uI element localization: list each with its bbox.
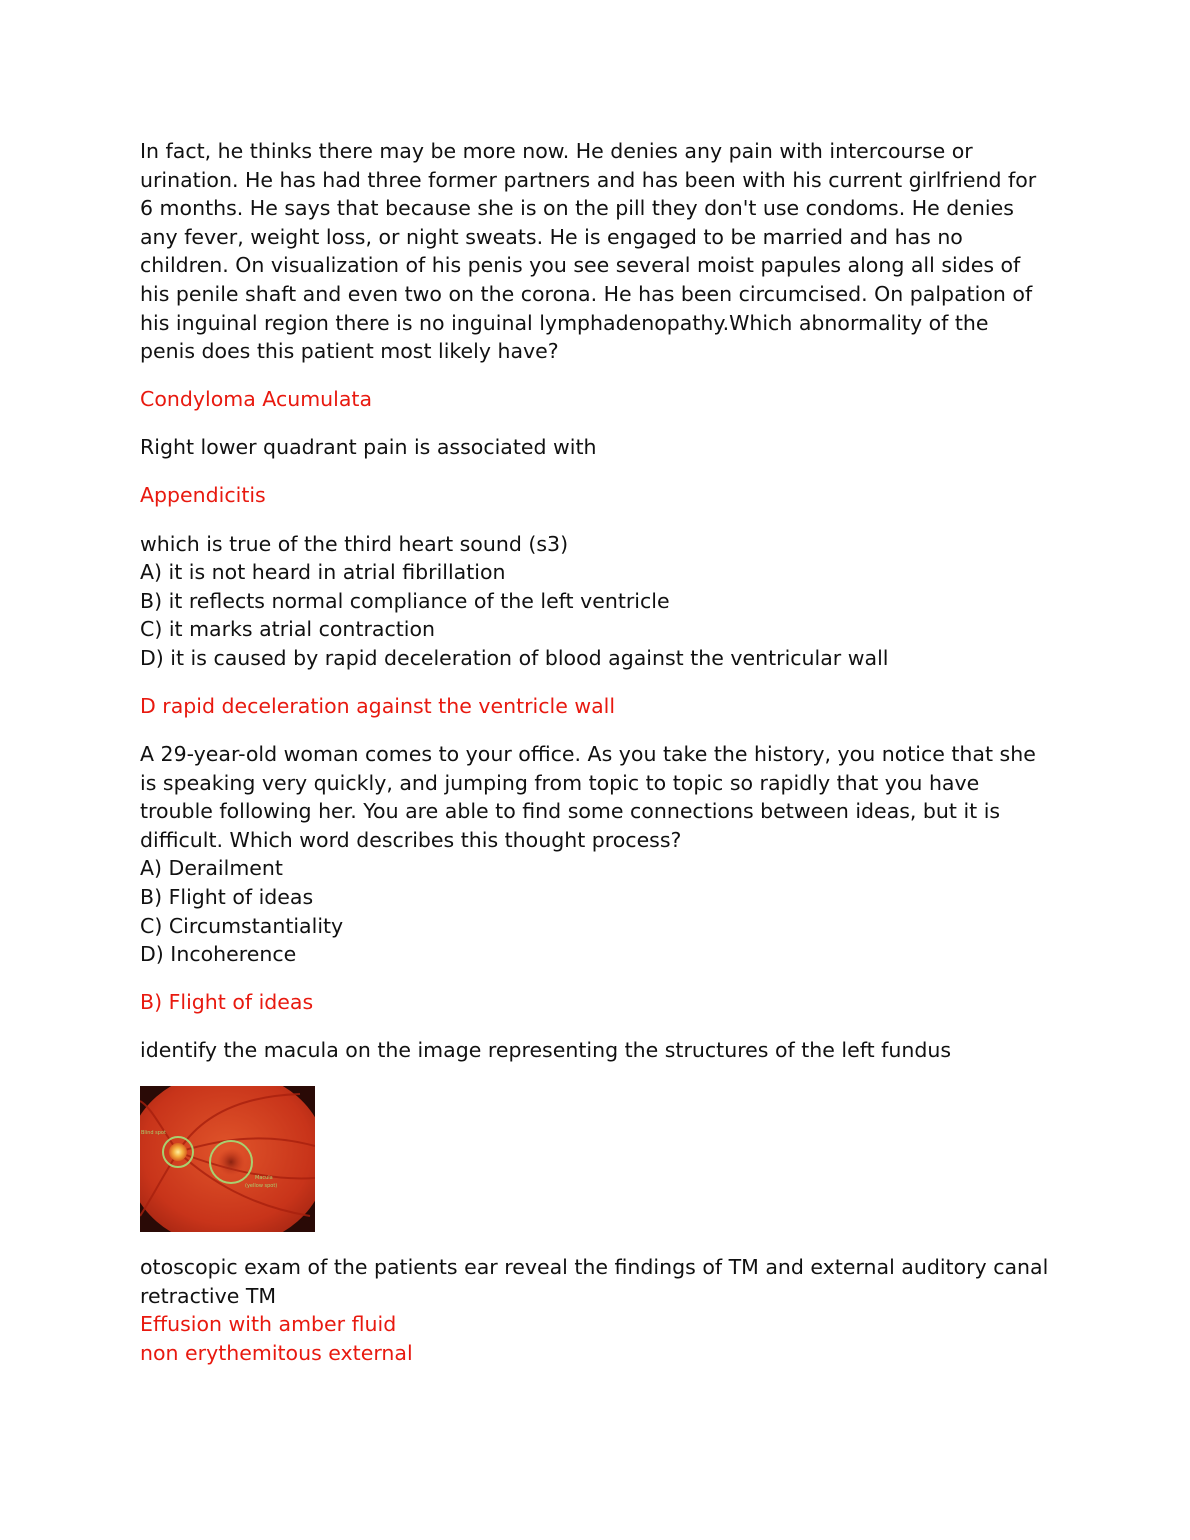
question-s3-option-b: B) it reflects normal compliance of the left ventricle [140,588,670,613]
question-thought-option-b: B) Flight of ideas [140,885,314,910]
question-s3-option-c: C) it marks atrial contraction [140,617,435,642]
question-otoscopic: otoscopic exam of the patients ear reveal the findings of TM and external auditory canal [140,1255,1049,1280]
optic-disc [169,1143,187,1161]
answer-thought-process: B) Flight of ideas [140,990,314,1015]
fundus-image [140,1086,315,1232]
answer-otoscopic-line2: non erythemitous external [140,1340,413,1365]
question-s3-option-a: A) it is not heard in atrial fibrillation [140,560,506,585]
question-s3-option-d: D) it is caused by rapid deceleration of blood against the ventricular wall [140,645,889,670]
question-otoscopic-line2: retractive TM [140,1283,277,1308]
question-s3: which is true of the third heart sound (s3) [140,531,569,556]
question-thought-option-c: C) Circumstantiality [140,913,344,938]
answer-s3: D rapid deceleration against the ventricle wall [140,694,616,718]
question-thought-option-d: D) Incoherence [140,942,297,967]
label-macula: Macula [255,1175,273,1182]
question-thought-process: A 29-year-old woman comes to your office. As you take the history, you notice that she is speaking very quickly, and jumping from topic to topic so rapidly that you have trouble following her. You are able to find some connections between ideas, but it is difficult. Which word describes this thought process? [140,742,1036,852]
question-rlq-pain: Right lower quadrant pain is associated with [140,435,597,460]
question-macula: identify the macula on the image representing the structures of the left fundus [140,1038,952,1063]
label-blind-spot: Blind spot [141,1130,166,1137]
answer-penile-lesion: Condyloma Acumulata [140,387,373,412]
macula [217,1148,245,1176]
label-yellow-spot: (yellow spot) [245,1183,278,1190]
answer-otoscopic-line1: Effusion with amber fluid [140,1312,397,1337]
document-page [140,137,1050,1367]
question-penile-lesion: In fact, he thinks there may be more now. He denies any pain with intercourse or urination. He has had three former partners and has been with his current girlfriend for 6 months. He says that because she is on the pill they don't use condoms. He denies any fever, weight loss, or night sweats. He is engaged to be married and has no children. On visualization of his penis you see several moist papules along all sides of his penile shaft and even two on the corona. He has been circumcised. On palpation of his inguinal region there is no inguinal lymphadenopathy.Which abnormality of the penis does this patient most likely have? [140,139,1037,364]
answer-rlq-pain: Appendicitis [140,483,266,508]
question-thought-option-a: A) Derailment [140,856,283,881]
